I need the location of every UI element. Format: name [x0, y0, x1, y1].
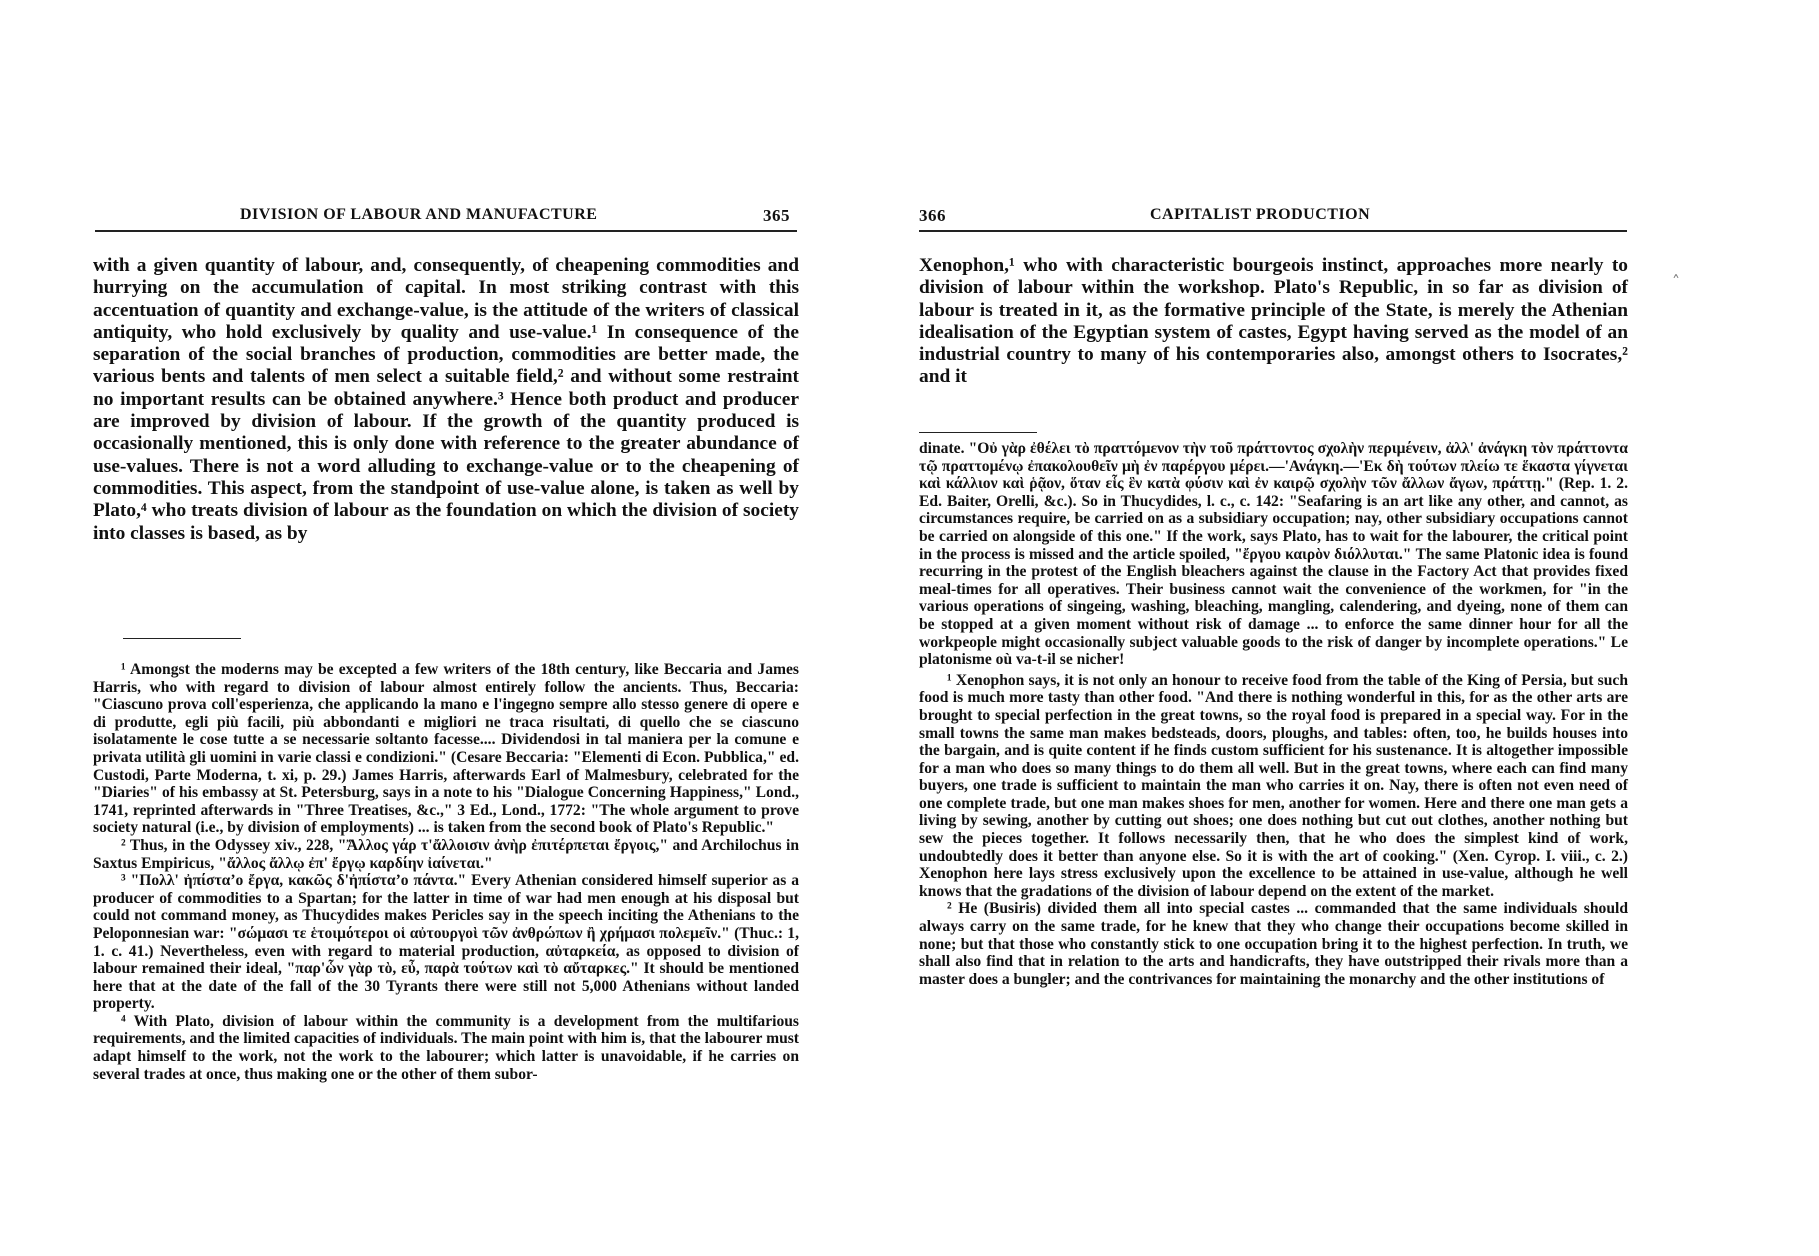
footnotes: [919, 440, 1628, 988]
footnote-1: ¹ Xenophon says, it is not only an honour to receive food from the table of the King of Persia, but such food is much more tasty than other food. "And there is nothing wonderful in this, for as the other arts are brought to special perfection in the great towns, so the royal food is prepared in a special way. For in the small towns the same man makes bedsteads, doors, ploughs, and tables: often, too, he builds houses into the bargain, and is quite content if he finds custom sufficient for his sustenance. It is altogether impossible for a man who does so many things to do them all well. But in the great towns, where each can find many buyers, one trade is sufficient to maintain the man who carries it on. Nay, there is often not even need of one complete trade, but one man makes shoes for men, another for women. Here and there one man gets a living by sewing, another by cutting out shoes; one does nothing but cut out clothes, another nothing but sew the pieces together. It follows necessarily then, that he who does the simplest kind of work, undoubtedly does it better than anyone else. So it is with the art of cooking." (Xen. Cyrop. I. viii., c. 2.) Xenophon here lays stress exclusively upon the excellence to be attained in use-value, although he well knows that the gradations of the division of labour depend on the extent of the market.: [919, 671, 1628, 900]
running-head: [919, 206, 1627, 232]
page-number: 366: [919, 206, 946, 225]
footnote-2: ² He (Busiris) divided them all into special castes ... commanded that the same individuals should always carry on the same trade, for he knew that they who change their occupations become skilled in none; but that those who constantly stick to one occupation bring it to the highest perfection. In truth, we shall also find that in relation to the arts and handicrafts, they have outstripped their rivals more than a master does a bungler; and the contrivances for maintaining the monarchy and the other institutions of: [919, 900, 1628, 988]
footnote-2: ² Thus, in the Odyssey xiv., 228, "Ἄλλος γάρ τ'ἄλλοισιν ἀνὴρ ἐπιτέρπεται ἔργοις," and Archilochus in Saxtus Empiricus, "ἄλλος ἄλλῳ ἐπ' ἔργῳ καρδίην ἰαίνεται.": [93, 836, 799, 872]
running-head-title: DIVISION OF LABOUR AND MANUFACTURE: [240, 206, 598, 223]
footnote-divider: [919, 432, 1037, 433]
footnote-continuation: dinate. "Οὐ γὰρ ἐθέλει τὸ πραττόμενον τὴν τοῦ πράττοντος σχολὴν περιμένειν, ἀλλ' ἀνάγκη τὸν πράττοντα τῷ πραττομένῳ ἐπακολουθεῖν μὴ ἐν παρέργου μέρει.—'Ανάγκη.—'Εκ δὴ τούτων πλείω τε ἕκαστα γίγνεται καὶ κάλλιον καὶ ῥᾷον, ὅταν εἷς ἓν κατὰ φύσιν καὶ ἐν καιρῷ σχολὴν τῶν ἄλλων ἄγων, πράττῃ." (Rep. 1. 2. Ed. Baiter, Orelli, &c.). So in Thucydides, l. c., c. 142: "Seafaring is an art like any other, and cannot, as circumstances require, be carried on as a subsidiary occupation; nay, other subsidiary occupations cannot be carried on alongside of this one." If the work, says Plato, has to wait for the labourer, the critical point in the process is missed and the article spoiled, "ἔργου καιρὸν διόλλυται." The same Platonic idea is found recurring in the protest of the English bleachers against the clause in the Factory Act that provides fixed meal-times for all operatives. Their business cannot wait the convenience of the workmen, for "in the various operations of singeing, washing, bleaching, mangling, calendering, and dyeing, none of them can be stopped at a given moment without risk of damage ... to enforce the same dinner hour for all the workpeople might occasionally subject valuable goods to the risk of danger by incomplete operations." Le platonisme où va-t-il se nicher!: [919, 440, 1628, 669]
left-page: [0, 0, 909, 1256]
footnote-4: ⁴ With Plato, division of labour within the community is a development from the multifarious requirements, and the limited capacities of individuals. The main point with him is, that the labourer must adapt himself to the work, not the work to the labourer; which latter is unavoidable, if he carries on several trades at once, thus making one or the other of them subor-: [93, 1012, 799, 1083]
footnote-1: ¹ Amongst the moderns may be excepted a few writers of the 18th century, like Beccaria and James Harris, who with regard to division of labour almost entirely follow the ancients. Thus, Beccaria: "Ciascuno prova coll'esperienza, che applicando la mano e l'ingegno sempre allo stesso genere di opere e di produtte, egli più facili, più abbondanti e migliori ne traca risultati, di quello che se ciascuno isolatamente le cose tutte a se necessarie soltanto facesse.... Dividendosi in tal maniera per la comune e privata utilità gli uomini in varie classi e condizioni." (Cesare Beccaria: "Elementi di Econ. Pubblica," ed. Custodi, Parte Moderna, t. xi, p. 29.) James Harris, afterwards Earl of Malmesbury, celebrated for the "Diaries" of his embassy at St. Petersburg, says in a note to his "Dialogue Concerning Happiness," Lond., 1741, reprinted afterwards in "Three Treatises, &c.," 3 Ed., Lond., 1772: "The whole argument to prove society natural (i.e., by division of employments) ... is taken from the second book of Plato's Republic.": [93, 661, 799, 837]
main-text: with a given quantity of labour, and, consequently, of cheapening commodities and hurrying on the accumulation of capital. In most striking contrast with this accentuation of quantity and exchange-value, is the attitude of the writers of classical antiquity, who hold exclusively by quality and use-value.¹ In consequence of the separation of the social branches of production, commodities are better made, the various bents and talents of men select a suitable field,² and without some restraint no important results can be obtained anywhere.³ Hence both product and producer are improved by division of labour. If the growth of the quantity produced is occasionally mentioned, this is only done with reference to the greater abundance of use-values. There is not a word alluding to exchange-value or to the cheapening of commodities. This aspect, from the standpoint of use-value alone, is taken as well by Plato,⁴ who treats division of labour as the foundation on which the division of society into classes is based, as by: [93, 255, 799, 544]
scan-speck: ˄: [1672, 272, 1680, 291]
right-page: [909, 0, 1819, 1256]
page-number: 365: [763, 206, 790, 225]
main-text: Xenophon,¹ who with characteristic bourgeois instinct, approaches more nearly to division of labour within the workshop. Plato's Republic, in so far as division of labour is treated in it, as the formative principle of the State, is merely the Athenian idealisation of the Egyptian system of castes, Egypt having served as the model of an industrial country to many of his contemporaries also, amongst others to Isocrates,² and it: [919, 255, 1628, 388]
footnote-divider: [123, 638, 241, 639]
running-head: [95, 206, 797, 232]
footnotes: [93, 661, 799, 1083]
running-head-title: CAPITALIST PRODUCTION: [1150, 206, 1371, 223]
footnote-3: ³ "Πολλ' ἠπίσταʼο ἔργα, κακῶς δ'ἠπίσταʼο πάντα." Every Athenian considered himself superior as a producer of commodities to a Spartan; for the latter in time of war had men enough at his disposal but could not command money, as Thucydides makes Pericles say in the speech inciting the Athenians to the Peloponnesian war: "σώμασι τε ἑτοιμότεροι οἱ αὐτουργοὶ τῶν ἀνθρώπων ἢ χρήμασι πολεμεῖν." (Thuc.: 1, 1. c. 41.) Nevertheless, even with regard to material production, αὐταρκεία, as opposed to division of labour remained their ideal, "παρ'ὧν γὰρ τὸ, εὖ, παρὰ τούτων καὶ τὸ αὔταρκες." It should be mentioned here that at the date of the fall of the 30 Tyrants there were still not 5,000 Athenians without landed property.: [93, 872, 799, 1013]
